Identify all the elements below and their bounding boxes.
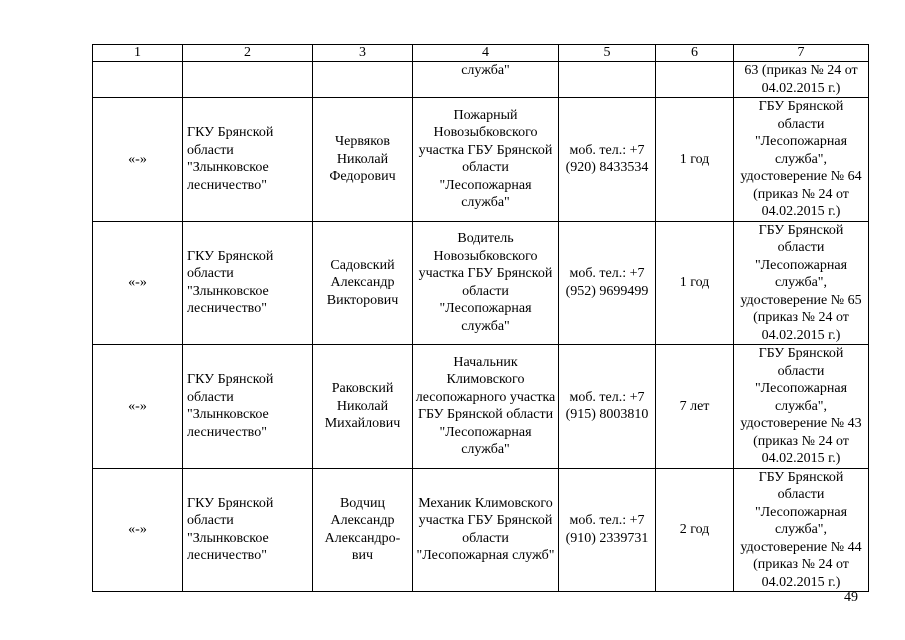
column-header-4: 4 — [413, 45, 559, 62]
ditto-cell: «-» — [93, 345, 183, 469]
experience-cell: 7 лет — [656, 345, 734, 469]
experience-cell: 1 год — [656, 98, 734, 222]
column-header-5: 5 — [559, 45, 656, 62]
empty-cell — [559, 62, 656, 98]
name-cell: Садовский Александр Викторович — [313, 221, 413, 345]
staff-table — [92, 44, 869, 592]
column-header-6: 6 — [656, 45, 734, 62]
certificate-cell: ГБУ Брянской области "Лесопожарная служба", удостоверение № 44 (приказ № 24 от 04.02.2015 г.) — [734, 468, 869, 592]
contact-cell: моб. тел.: +7 (952) 9699499 — [559, 221, 656, 345]
contact-cell: моб. тел.: +7 (910) 2339731 — [559, 468, 656, 592]
position-cell: Начальник Климовского лесопожарного участка ГБУ Брянской области "Лесопожарная служба" — [413, 345, 559, 469]
organization-cell: ГКУ Брянской области "Злынковское лесничество" — [183, 98, 313, 222]
ditto-cell: «-» — [93, 98, 183, 222]
certificate-cell: ГБУ Брянской области "Лесопожарная служба", удостоверение № 65 (приказ № 24 от 04.02.2015 г.) — [734, 221, 869, 345]
page-number: 49 — [844, 590, 858, 605]
table-row — [93, 468, 869, 592]
position-cell: Водитель Новозыбковского участка ГБУ Брянской области "Лесопожарная служба" — [413, 221, 559, 345]
position-cell: служба" — [413, 62, 559, 98]
empty-cell — [313, 62, 413, 98]
ditto-cell: «-» — [93, 468, 183, 592]
column-header-7: 7 — [734, 45, 869, 62]
continuation-row — [93, 62, 869, 98]
table-row — [93, 98, 869, 222]
position-cell: Механик Климовского участка ГБУ Брянской области "Лесопожарная служб" — [413, 468, 559, 592]
experience-cell: 2 год — [656, 468, 734, 592]
header-row — [93, 45, 869, 62]
name-cell: Раковский Николай Михайлович — [313, 345, 413, 469]
certificate-cell: ГБУ Брянской области "Лесопожарная служба", удостоверение № 64 (приказ № 24 от 04.02.2015 г.) — [734, 98, 869, 222]
organization-cell: ГКУ Брянской области "Злынковское лесничество" — [183, 468, 313, 592]
certificate-cell: 63 (приказ № 24 от 04.02.2015 г.) — [734, 62, 869, 98]
table-row — [93, 345, 869, 469]
empty-cell — [183, 62, 313, 98]
organization-cell: ГКУ Брянской области "Злынковское лесничество" — [183, 345, 313, 469]
contact-cell: моб. тел.: +7 (920) 8433534 — [559, 98, 656, 222]
empty-cell — [93, 62, 183, 98]
column-header-1: 1 — [93, 45, 183, 62]
organization-cell: ГКУ Брянской области "Злынковское лесничество" — [183, 221, 313, 345]
empty-cell — [656, 62, 734, 98]
contact-cell: моб. тел.: +7 (915) 8003810 — [559, 345, 656, 469]
ditto-cell: «-» — [93, 221, 183, 345]
name-cell: Водчиц Александр Александро-вич — [313, 468, 413, 592]
column-header-3: 3 — [313, 45, 413, 62]
position-cell: Пожарный Новозыбковского участка ГБУ Брянской области "Лесопожарная служба" — [413, 98, 559, 222]
table-row — [93, 221, 869, 345]
certificate-cell: ГБУ Брянской области "Лесопожарная служба", удостоверение № 43 (приказ № 24 от 04.02.2015 г.) — [734, 345, 869, 469]
name-cell: Червяков Николай Федорович — [313, 98, 413, 222]
experience-cell: 1 год — [656, 221, 734, 345]
column-header-2: 2 — [183, 45, 313, 62]
